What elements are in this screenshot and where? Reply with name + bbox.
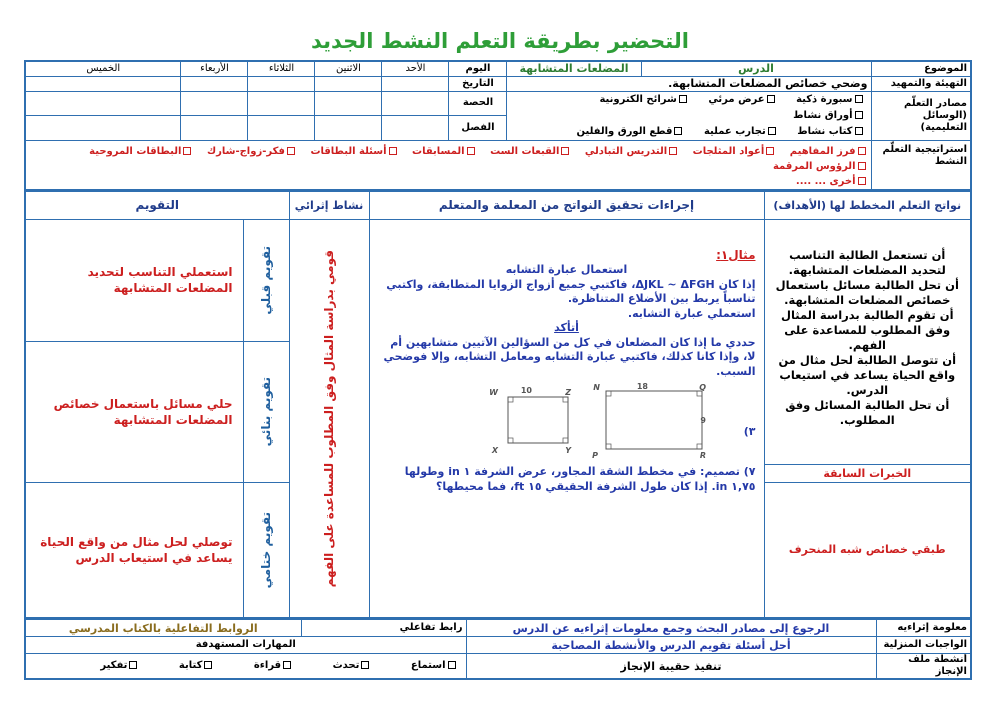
evaluation-header: التقويم — [25, 191, 289, 219]
day-monday: الاثنين — [315, 61, 382, 76]
topic-value: الدرس — [641, 61, 871, 76]
day-sunday: الأحد — [382, 61, 449, 76]
lesson-footer-table — [24, 619, 972, 680]
skill-writing: كتابة — [178, 660, 203, 671]
skill-listening: استماع — [410, 660, 446, 671]
rectangles-figure — [480, 383, 720, 461]
topic-label: الموضوع — [871, 61, 971, 76]
class-label: الفصل — [449, 116, 507, 141]
objective-item: أن تقوم الطالبة بدراسة المثال وفق المطلوب للمساعدة على الفهم. — [780, 307, 954, 352]
vertex-w: W — [488, 388, 498, 397]
example-label: مثال١: — [716, 247, 756, 262]
right-angle-mark — [697, 444, 702, 449]
vertex-y: Y — [564, 446, 571, 455]
period-cell-2 — [315, 91, 382, 116]
skill-reading: قراءة — [253, 660, 282, 671]
strategy-item: الرؤوس المرقمة — [772, 160, 856, 172]
checkbox-icon[interactable] — [858, 162, 866, 170]
eval-type-pre — [243, 219, 289, 341]
period-cell-1 — [382, 91, 449, 116]
checkbox-icon[interactable] — [858, 147, 866, 155]
objective-item: أن تحل الطالبة مسائل باستعمال خصائص المضلعات المتشابهة. — [775, 277, 959, 307]
checkbox-icon[interactable] — [855, 111, 863, 119]
right-angle-mark — [606, 391, 611, 396]
enrichment-header: نشاط إثرائي — [289, 191, 369, 219]
skills-label: المهارات المستهدفة — [25, 637, 466, 654]
skills-list — [25, 654, 466, 680]
vertex-x: X — [491, 446, 498, 455]
checkbox-icon[interactable] — [204, 661, 212, 669]
strategy-other: أخرى ... .... — [795, 175, 856, 187]
resource-paper-cork: قطع الورق والفلين — [576, 125, 673, 137]
right-angle-mark — [563, 438, 568, 443]
intro-value: وضحي خصائص المضلعات المتشابهة. — [507, 76, 871, 91]
checkbox-icon[interactable] — [855, 127, 863, 135]
procedures-header: إجراءات تحقيق النواتج من المعلمة والمتعلم — [369, 191, 764, 219]
strategy-item: المسابقات — [412, 145, 465, 157]
portfolio-value: تنفيذ حقيبة الإنجاز — [466, 654, 876, 680]
interactive-label: رابط تفاعلي — [301, 620, 466, 637]
checkbox-icon[interactable] — [561, 147, 569, 155]
checkbox-icon[interactable] — [669, 147, 677, 155]
right-angle-mark — [508, 397, 513, 402]
objective-item: أن تستعمل الطالبة التناسب لتحديد المضلعات المتشابهة. — [788, 247, 946, 277]
example-title: استعمال عبارة التشابه — [505, 263, 628, 276]
rectangle-nqpr — [592, 383, 706, 460]
date-cell-5 — [25, 76, 181, 91]
check-text: حددي ما إذا كان المضلعان في كل من السؤالين الآتيين متشابهين أم لا، وإذا كانا كذلك، فاكتبي عبارة التشابه ومعامل التشابه، وإلا فوضحي السبب. — [383, 335, 756, 378]
intro-label: التهيئة والتمهيد — [871, 76, 971, 91]
portfolio-label: أنشطة ملف الإنجاز — [876, 654, 971, 680]
checkbox-icon[interactable] — [448, 661, 456, 669]
side-label: 18 — [636, 383, 648, 391]
vertex-z: Z — [564, 388, 571, 397]
class-cell-3 — [248, 116, 315, 141]
checkbox-icon[interactable] — [858, 177, 866, 185]
vertex-p: P — [591, 451, 598, 460]
lesson-name: المضلعات المتشابهة — [507, 61, 641, 76]
example-text: إذا كان ΔJKL ~ ΔFGH، فاكتبي جميع أزواج الزوايا المتطابقة، واكتبي تناسباً يربط بين الأضلاع المتناظرة. — [386, 277, 756, 305]
checkbox-icon[interactable] — [129, 661, 137, 669]
lesson-plan-sheet — [26, 60, 972, 680]
resource-video: عرض مرئي — [708, 93, 765, 105]
question-3-label: ٣) — [743, 425, 756, 438]
side-label: 10 — [520, 386, 532, 395]
checkbox-icon[interactable] — [183, 147, 191, 155]
checkbox-icon[interactable] — [674, 127, 682, 135]
similar-figures — [378, 383, 756, 461]
interactive-link[interactable]: الروابط التفاعلية بالكتاب المدرسي — [25, 620, 301, 637]
resources-label: مصادر التعلّم (الوسائل التعليمية) — [871, 91, 971, 140]
right-angle-mark — [606, 444, 611, 449]
date-cell-3 — [248, 76, 315, 91]
homework-label: الواجبات المنزلية — [876, 637, 971, 654]
enrichment-cell — [289, 219, 369, 618]
eval-type-summative-label: تقويم ختامي — [259, 511, 273, 588]
eval-summative-text: توصلي لحل مثال من واقع الحياة يساعد في استيعاب الدرس — [25, 482, 243, 618]
date-cell-1 — [382, 76, 449, 91]
eval-type-formative — [243, 341, 289, 482]
enrich-info-value: الرجوع إلى مصادر البحث وجمع معلومات إثراءيه عن الدرس — [466, 620, 876, 637]
day-label: اليوم — [449, 61, 507, 76]
example-text-2: استعملي عبارة التشابه. — [627, 306, 756, 320]
prior-value: طبقي خصائص شبه المنحرف — [764, 482, 971, 618]
skill-speaking: تحدث — [332, 660, 360, 671]
checkbox-icon[interactable] — [767, 95, 775, 103]
enrich-info-label: معلومة إثراءيه — [876, 620, 971, 637]
right-angle-mark — [563, 397, 568, 402]
enrichment-text: قومي بدراسة المثال وفق المطلوب للمساعدة على الفهم — [322, 249, 336, 587]
rectangle-wzxy-shape — [508, 397, 568, 443]
period-label: الحصة — [449, 91, 507, 116]
day-thursday: الخميس — [25, 61, 181, 76]
eval-pre-text: استعملي التناسب لتحديد المضلعات المتشابهة — [25, 219, 243, 341]
strategy-item: البطاقات المروحية — [89, 145, 182, 157]
day-wednesday: الأربعاء — [181, 61, 248, 76]
strategies-label: استراتيجية التعلّم النشط — [871, 140, 971, 190]
check-label: أتأكد — [554, 321, 579, 334]
homework-value: أحل أسئلة تقويم الدرس والأنشطة المصاحبة — [466, 637, 876, 654]
question-7: ٧) تصميم: في مخطط الشقة المجاور، عرض الشرفة ١ in وطولها ١,٧٥ in. إذا كان طول الشرفة الحقيقي ١٥ ft، فما محيطها؟ — [404, 465, 756, 493]
class-cell-5 — [25, 116, 181, 141]
side-label: 9 — [699, 416, 706, 425]
resource-worksheets: أوراق نشاط — [793, 109, 853, 121]
rectangle-nqpr-shape — [606, 391, 702, 449]
eval-type-summative — [243, 482, 289, 618]
objectives-cell — [764, 219, 971, 464]
resource-slides: شرائح الكترونية — [599, 93, 677, 105]
resources-row-2 — [510, 124, 864, 140]
vertex-r: R — [699, 451, 706, 460]
checkbox-icon[interactable] — [679, 95, 687, 103]
class-cell-1 — [382, 116, 449, 141]
checkbox-icon[interactable] — [467, 147, 475, 155]
procedures-cell — [369, 219, 764, 618]
strategy-item: أسئلة البطاقات — [310, 145, 387, 157]
checkbox-icon[interactable] — [766, 147, 774, 155]
class-cell-2 — [315, 116, 382, 141]
strategy-item: فكر-زواج-شارك — [206, 145, 285, 157]
eval-type-pre-label: تقويم قبلي — [259, 245, 273, 315]
checkbox-icon[interactable] — [361, 661, 369, 669]
rectangle-wzxy — [489, 386, 572, 455]
vertex-n: N — [592, 383, 600, 392]
resource-activity-book: كتاب نشاط — [797, 125, 853, 137]
period-cell-3 — [248, 91, 315, 116]
strategy-item: أعواد المثلجات — [692, 145, 765, 157]
objective-item: أن تحل الطالبة المسائل وفق المطلوب. — [785, 397, 950, 427]
page-title: التحضير بطريقة التعلم النشط الجديد — [311, 29, 689, 53]
lesson-body-table — [24, 191, 972, 620]
strategy-item: التدريس التبادلي — [584, 145, 668, 157]
checkbox-icon[interactable] — [287, 147, 295, 155]
checkbox-icon[interactable] — [768, 127, 776, 135]
skill-thinking: تفكير — [100, 660, 128, 671]
vertex-q: Q — [698, 383, 706, 392]
resource-smartboard: سبورة ذكية — [796, 93, 853, 105]
checkbox-icon[interactable] — [389, 147, 397, 155]
right-angle-mark — [508, 438, 513, 443]
eval-formative-text: حلي مسائل باستعمال خصائص المضلعات المتشابهة — [25, 341, 243, 482]
checkbox-icon[interactable] — [283, 661, 291, 669]
objectives-header: نواتج التعلم المخطط لها (الأهداف) — [764, 191, 971, 219]
resources-row-1 — [510, 92, 864, 124]
strategy-item: القبعات الست — [490, 145, 560, 157]
class-cell-4 — [181, 116, 248, 141]
eval-type-formative-label: تقويم بنائي — [259, 376, 273, 447]
day-tuesday: الثلاثاء — [248, 61, 315, 76]
period-cell-5 — [25, 91, 181, 116]
date-cell-4 — [181, 76, 248, 91]
strategies-list — [29, 144, 868, 174]
period-cell-4 — [181, 91, 248, 116]
objective-item: أن تتوصل الطالبة لحل مثال من واقع الحياة يساعد في استيعاب الدرس. — [778, 352, 957, 397]
strategy-item: فرز المفاهيم — [789, 145, 856, 157]
prior-label: الخبرات السابقة — [764, 464, 971, 482]
date-label: التاريخ — [449, 76, 507, 91]
date-cell-2 — [315, 76, 382, 91]
checkbox-icon[interactable] — [855, 95, 863, 103]
lesson-plan-table — [24, 60, 972, 191]
resource-experiments: تجارب عملية — [703, 125, 766, 137]
